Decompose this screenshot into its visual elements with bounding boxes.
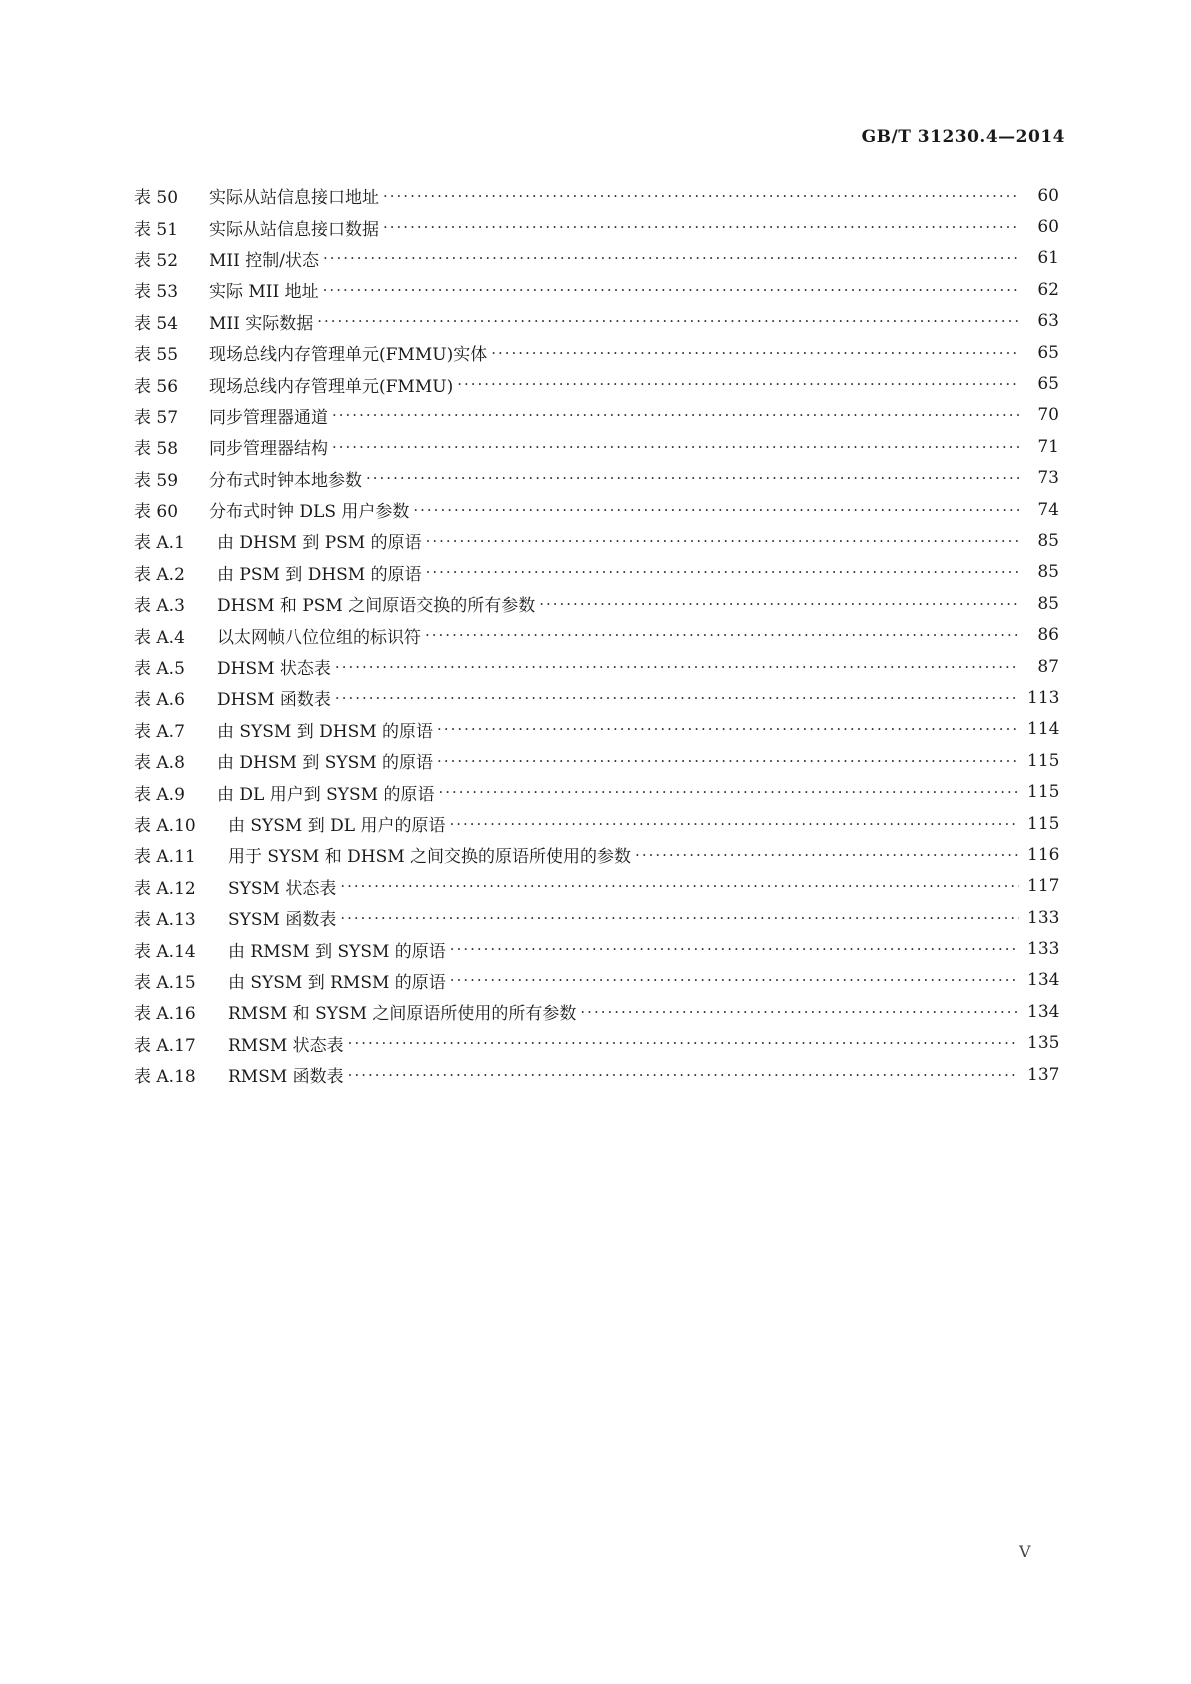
toc-entry-title: 同步管理器结构 [209,439,328,460]
toc-entry[interactable] [134,714,1059,745]
toc-entry[interactable] [134,243,1059,274]
toc-entry-page: 114 [1027,719,1060,740]
toc-entry-title: 现场总线内存管理单元(FMMU)实体 [209,345,488,366]
toc-entry-label: 表 A.5 [134,659,185,680]
leader-dots [539,595,1019,613]
toc-entry-page: 74 [1037,499,1059,520]
toc-entry-title: 由 DL 用户到 SYSM 的原语 [217,784,435,805]
leader-dots [317,312,1019,330]
toc-entry-page: 117 [1027,876,1060,897]
leader-dots [323,249,1019,267]
leader-dots [366,469,1019,487]
toc-entry[interactable] [134,776,1059,807]
leader-dots [437,720,1019,738]
toc-entry-title: 由 PSM 到 DHSM 的原语 [217,564,422,585]
toc-entry-title: 实际 MII 地址 [209,282,319,303]
toc-entry-page: 85 [1037,562,1059,583]
toc-entry-page: 60 [1037,217,1059,238]
toc-entry[interactable] [134,745,1059,776]
toc-entry-page: 135 [1027,1033,1060,1054]
toc-entry-page: 70 [1037,405,1059,426]
toc-entry-label: 表 A.18 [134,1067,196,1088]
toc-entry-label: 表 59 [134,470,179,491]
toc-entry-title: RMSM 状态表 [228,1035,344,1056]
leader-dots [457,375,1019,393]
toc-entry[interactable] [134,274,1059,305]
toc-entry[interactable] [134,933,1059,964]
toc-entry[interactable] [134,337,1059,368]
leader-dots [332,438,1019,456]
toc-entry-label: 表 51 [134,219,179,240]
toc-entry[interactable] [134,965,1059,996]
toc-entry-label: 表 A.6 [134,690,185,711]
leader-dots [438,783,1019,801]
toc-entry-title: 以太网帧八位位组的标识符 [217,627,421,648]
toc-entry-title: RMSM 函数表 [228,1067,344,1088]
toc-entry-label: 表 56 [134,376,179,397]
table-of-contents [134,180,1059,1090]
toc-entry[interactable] [134,651,1059,682]
toc-entry-title: SYSM 状态表 [228,878,337,899]
toc-entry[interactable] [134,180,1059,211]
toc-entry-page: 63 [1037,311,1059,332]
toc-entry-page: 133 [1027,907,1060,928]
toc-entry[interactable] [134,871,1059,902]
toc-entry-page: 85 [1037,530,1059,551]
toc-entry-page: 65 [1037,342,1059,363]
toc-entry-page: 133 [1027,939,1060,960]
toc-entry[interactable] [134,839,1059,870]
toc-entry[interactable] [134,431,1059,462]
toc-entry-page: 87 [1037,656,1059,677]
leader-dots [323,281,1019,299]
document-code-header: GB/T 31230.4—2014 [861,127,1065,147]
leader-dots [635,846,1019,864]
toc-entry-title: 实际从站信息接口数据 [209,219,379,240]
toc-entry-label: 表 A.3 [134,596,185,617]
toc-entry-title: DHSM 状态表 [217,659,331,680]
toc-entry-title: DHSM 和 PSM 之间原语交换的所有参数 [217,596,536,617]
toc-entry-page: 73 [1037,468,1059,489]
toc-entry-page: 62 [1037,279,1059,300]
toc-entry-label: 表 A.10 [134,816,196,836]
toc-entry[interactable] [134,1028,1059,1059]
leader-dots [340,909,1019,927]
toc-entry-title: SYSM 函数表 [228,910,337,931]
toc-entry-page: 115 [1027,813,1060,834]
toc-entry-page: 134 [1027,1001,1060,1022]
leader-dots [426,563,1019,581]
toc-entry-page: 61 [1037,248,1059,269]
leader-dots [449,815,1019,833]
leader-dots [383,187,1019,205]
toc-entry-page: 115 [1027,782,1060,803]
leader-dots [383,218,1019,236]
toc-entry-label: 表 A.17 [134,1035,196,1056]
toc-entry[interactable] [134,619,1059,650]
toc-entry[interactable] [134,902,1059,933]
toc-entry-title: 实际从站信息接口地址 [209,188,379,209]
leader-dots [450,971,1019,989]
leader-dots [340,877,1019,895]
leader-dots [348,1034,1019,1052]
toc-entry-page: 71 [1037,436,1059,457]
toc-entry-page: 85 [1037,593,1059,614]
toc-entry[interactable] [134,306,1059,337]
toc-entry-page: 115 [1027,750,1060,771]
toc-entry-title: 由 SYSM 到 DHSM 的原语 [217,721,434,742]
toc-entry-title: 由 SYSM 到 RMSM 的原语 [228,972,446,993]
toc-entry-title: 由 SYSM 到 DL 用户的原语 [228,816,446,836]
toc-entry-title: 用于 SYSM 和 DHSM 之间交换的原语所使用的参数 [228,847,632,868]
page-number: V [1019,1542,1031,1561]
leader-dots [450,940,1019,958]
toc-entry-page: 60 [1037,185,1059,206]
toc-entry[interactable] [134,808,1059,839]
toc-entry[interactable] [134,525,1059,556]
toc-entry[interactable] [134,368,1059,399]
toc-entry-title: 分布式时钟本地参数 [209,470,362,491]
toc-entry-title: 现场总线内存管理单元(FMMU) [209,376,454,397]
toc-entry-label: 表 A.1 [134,533,185,554]
toc-entry[interactable] [134,996,1059,1027]
toc-entry[interactable] [134,588,1059,619]
toc-entry-page: 86 [1037,625,1059,646]
toc-entry-label: 表 50 [134,188,179,209]
toc-entry[interactable] [134,400,1059,431]
leader-dots [335,658,1019,676]
toc-entry-page: 137 [1027,1064,1060,1085]
toc-entry-title: 由 DHSM 到 SYSM 的原语 [217,753,434,774]
toc-entry-page: 113 [1027,687,1060,708]
toc-entry-title: MII 控制/状态 [209,250,319,271]
leader-dots [425,626,1019,644]
toc-entry-label: 表 A.13 [134,910,196,931]
leader-dots [348,1066,1019,1084]
leader-dots [580,1003,1019,1021]
toc-entry[interactable] [134,682,1059,713]
toc-entry[interactable] [134,1059,1059,1090]
toc-entry-label: 表 A.8 [134,753,185,774]
leader-dots [413,501,1019,519]
toc-entry-title: RMSM 和 SYSM 之间原语所使用的所有参数 [228,1004,577,1025]
toc-entry[interactable] [134,557,1059,588]
toc-entry-label: 表 53 [134,282,179,303]
toc-entry-label: 表 55 [134,345,179,366]
toc-entry-label: 表 A.15 [134,972,196,993]
toc-entry-page: 116 [1027,844,1060,865]
toc-entry-label: 表 57 [134,407,179,428]
leader-dots [335,689,1019,707]
toc-entry-label: 表 A.9 [134,784,185,805]
toc-entry-title: 由 DHSM 到 PSM 的原语 [217,533,422,554]
leader-dots [491,344,1019,362]
toc-entry-label: 表 58 [134,439,179,460]
toc-entry-label: 表 54 [134,313,179,334]
toc-entry-title: 由 RMSM 到 SYSM 的原语 [228,941,446,962]
toc-entry-label: 表 52 [134,250,179,271]
toc-entry-label: 表 A.14 [134,941,196,962]
toc-entry-label: 表 A.2 [134,564,185,585]
toc-entry-label: 表 A.16 [134,1004,196,1025]
toc-entry-page: 134 [1027,970,1060,991]
toc-entry[interactable] [134,463,1059,494]
leader-dots [426,532,1019,550]
toc-entry-title: MII 实际数据 [209,313,314,334]
toc-entry[interactable] [134,211,1059,242]
toc-entry-label: 表 A.12 [134,878,196,899]
leader-dots [437,752,1019,770]
toc-entry-title: DHSM 函数表 [217,690,331,711]
leader-dots [332,406,1019,424]
toc-entry-label: 表 A.7 [134,721,185,742]
toc-entry[interactable] [134,494,1059,525]
toc-entry-label: 表 60 [134,502,179,523]
toc-entry-page: 65 [1037,374,1059,395]
toc-entry-label: 表 A.11 [134,847,196,868]
toc-entry-title: 分布式时钟 DLS 用户参数 [209,502,410,523]
toc-entry-title: 同步管理器通道 [209,407,328,428]
toc-entry-label: 表 A.4 [134,627,185,648]
